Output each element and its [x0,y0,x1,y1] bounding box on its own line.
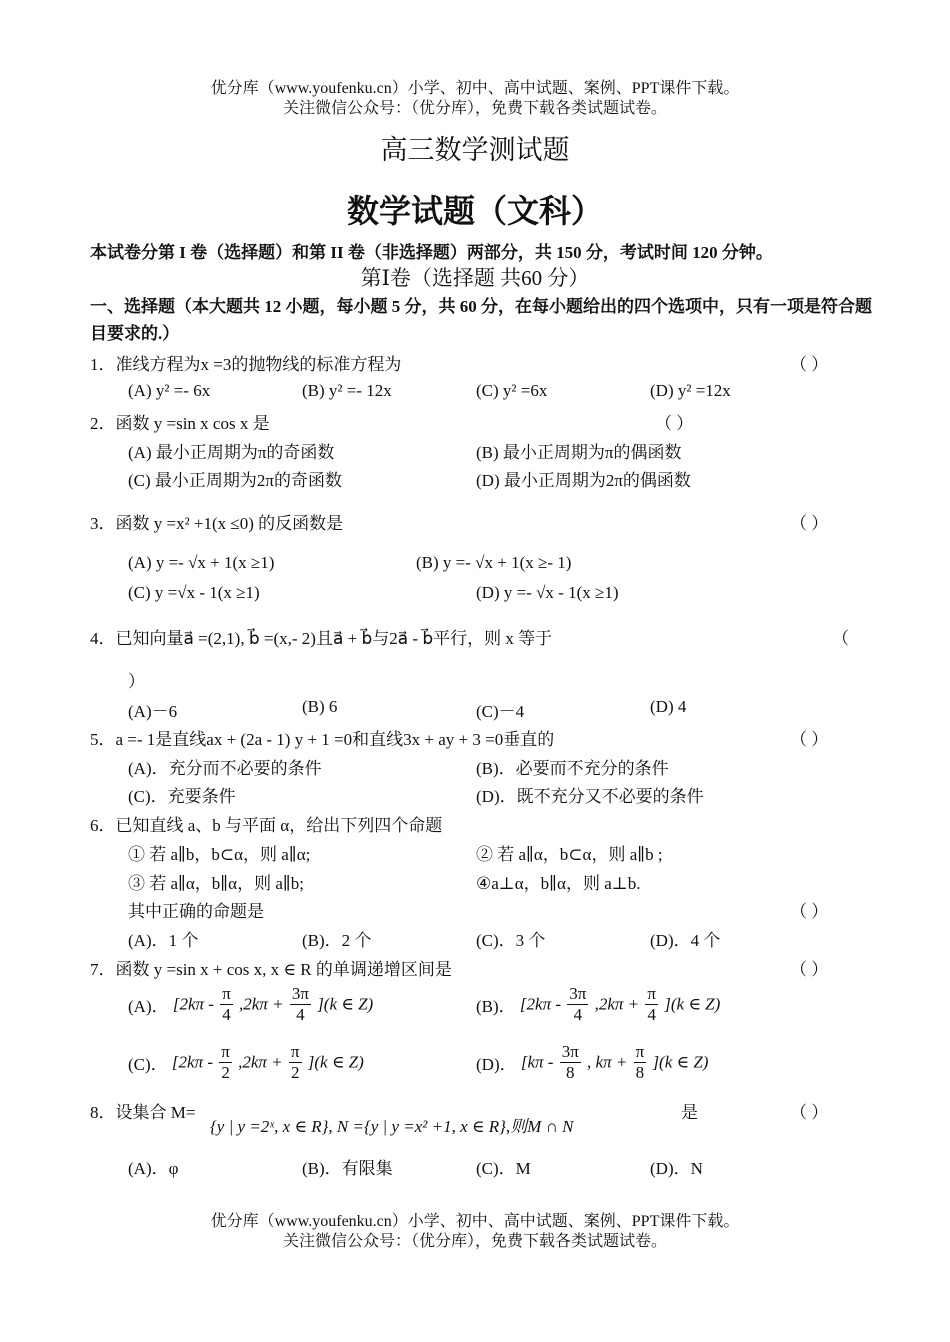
q7-answer-paren: （ ） [790,960,829,979]
q1-option-b: (B) y² =- 12x [302,381,392,400]
q7-option-c-mid: ,2kπ + [238,1052,283,1072]
q4-option-a: (A)－6 [128,702,178,721]
q8-text: 设集合 M= [115,1103,196,1122]
q6-number: 6． [90,816,116,835]
q7-option-a-mid: ,2kπ + [239,994,284,1014]
q2-option-b: (B) 最小正周期为π的偶函数 [476,443,682,462]
q7-option-b-post: ](k ∈ Z) [664,994,721,1014]
frac-denominator: 8 [635,1063,645,1082]
q2-option-a: (A) 最小正周期为π的奇函数 [128,443,335,462]
page-title: 高三数学测试题 [380,135,570,165]
q1-stem [90,350,401,375]
q3-option-d: (D) y =- √x - 1(x ≥1) [476,583,619,602]
frac-numerator: π [635,1042,645,1061]
frac-numerator: π [290,1042,300,1061]
q6-tail: 其中正确的命题是 [128,902,264,921]
q6-answer-paren: （ ） [790,902,829,921]
q3-option-b: (B) y =- √x + 1(x ≥- 1) [416,553,572,572]
frac-numerator: 3π [291,984,309,1003]
q7-option-a-frac2 [290,984,311,1025]
q7-stem [90,955,452,980]
q8-tail: 是 [681,1103,698,1122]
q5-stem [90,725,554,750]
q8-set-expression: {y | y =2ˣ, x ∈ R}, N ={y | y =x² +1, x ∈ R},则M ∩ N [210,1117,574,1136]
q7-option-b-label: (B)． [476,997,516,1016]
q4-stem [90,624,552,649]
frac-numerator: π [647,984,656,1003]
q2-option-c: (C) 最小正周期为2π的奇函数 [128,471,342,490]
section1-text: 一、选择题（本大题共 12 小题，每小题 5 分，共 60 分，在每小题给出的四个选项中，只有一项是符合题目要求的.） [90,297,872,343]
q4-text: 已知向量a⃗ =(2,1), b⃗ =(x,- 2)且a⃗ + b⃗与2a⃗ - b⃗平行，则 x 等于 [115,629,553,648]
q7-option-b-pre: [2kπ - [519,994,562,1014]
q8-number: 8． [90,1103,116,1122]
q7-option-d-frac2 [634,1042,647,1083]
q6-option-c: (C)．3 个 [476,931,546,950]
q8-option-a: (A)．φ [128,1159,179,1178]
q5-option-d: (D)．既不充分又不必要的条件 [476,787,704,806]
q4-number: 4． [90,629,116,648]
frac-denominator: 4 [647,1005,656,1024]
q8-option-c: (C)．M [476,1159,531,1178]
q7-option-d-mid: , kπ + [587,1052,628,1072]
frac-denominator: 8 [566,1063,575,1082]
q7-option-b-mid: ,2kπ + [594,994,640,1014]
q1-answer-paren: （ ） [790,355,829,374]
q4-paren-open: （ [832,629,849,648]
frac-denominator: 4 [296,1005,305,1024]
q8-option-b: (B)．有限集 [302,1159,393,1178]
q7-option-c-frac1 [219,1042,232,1083]
q3-option-c: (C) y =√x - 1(x ≥1) [128,583,260,602]
q7-option-d-post: ](k ∈ Z) [652,1052,709,1072]
q6-proposition-4: ④a⊥α，b∥α，则 a⊥b. [476,874,641,893]
q2-option-d: (D) 最小正周期为2π的偶函数 [476,471,691,490]
q6-text: 已知直线 a、b 与平面 α，给出下列四个命题 [115,816,443,835]
q7-option-d-frac1 [560,1042,581,1083]
q3-answer-paren: （ ） [790,514,829,533]
q1-option-c: (C) y² =6x [476,381,548,400]
q3-text: 函数 y =x² +1(x ≤0) 的反函数是 [115,514,344,533]
q6-proposition-1: ① 若 a∥b，b⊂α，则 a∥α; [128,845,311,864]
q7-option-a-pre: [2kπ - [172,994,214,1014]
q7-option-c-pre: [2kπ - [171,1052,214,1072]
q4-option-d: (D) 4 [650,697,687,716]
q5-option-c: (C)．充要条件 [128,787,236,806]
frac-denominator: 4 [573,1005,583,1024]
q1-option-d: (D) y² =12x [650,381,731,400]
frac-numerator: π [221,1042,230,1061]
q7-option-a-post: ](k ∈ Z) [317,994,374,1014]
q4-paren-close: ） [128,672,145,691]
q5-option-a: (A)．充分而不必要的条件 [128,759,322,778]
q6-proposition-2: ② 若 a∥α，b⊂α，则 a∥b ; [476,845,663,864]
q7-option-a-label: (A)． [128,997,169,1016]
frac-numerator: 3π [569,984,587,1003]
q2-text: 函数 y =sin x cos x 是 [115,414,270,433]
q7-option-d-pre: [kπ - [520,1052,554,1072]
q6-option-d: (D)．4 个 [650,931,721,950]
q6-option-b: (B)．2 个 [302,931,372,950]
q7-option-a [128,984,373,1025]
q1-number: 1． [90,355,116,374]
q3-stem [90,509,343,534]
q7-option-b [476,984,720,1025]
site-header-line2: 关注微信公众号：（优分库），免费下载各类试题试卷。 [282,100,667,117]
q3-number: 3． [90,514,116,533]
site-footer-line1: 优分库（www.youfenku.cn）小学、初中、高中试题、案例、PPT课件下载。 [210,1213,740,1230]
q7-option-d-label: (D)． [476,1055,517,1074]
q6-proposition-3: ③ 若 a∥α，b∥α，则 a∥b; [128,874,304,893]
q4-option-b: (B) 6 [302,697,338,716]
q7-text: 函数 y =sin x + cos x, x ∈ R 的单调递增区间是 [115,960,452,979]
q6-stem [90,811,442,836]
frac-denominator: 4 [222,1005,231,1024]
q7-option-c-post: ](k ∈ Z) [307,1052,364,1072]
q7-option-d [476,1042,708,1083]
q4-option-c: (C)－4 [476,702,525,721]
q2-answer-paren: （ ） [655,414,694,433]
q8-option-d: (D)．N [650,1159,703,1178]
q8-stem [90,1098,195,1123]
frac-numerator: 3π [561,1042,579,1061]
q1-option-a: (A) y² =- 6x [128,381,211,400]
q2-number: 2． [90,414,116,433]
q7-number: 7． [90,960,116,979]
exam-subtitle: 数学试题（文科） [346,193,603,229]
part1-title: 第Ⅰ卷（选择题 共60 分） [360,266,590,290]
q7-option-b-frac1 [567,984,588,1025]
q5-text: a =- 1是直线ax + (2a - 1) y + 1 =0和直线3x + ay + 3 =0垂直的 [115,730,555,749]
frac-numerator: π [222,984,231,1003]
q7-option-c-frac2 [289,1042,302,1083]
site-footer-line2: 关注微信公众号：（优分库），免费下载各类试题试卷。 [282,1233,667,1250]
q5-answer-paren: （ ） [790,730,829,749]
q7-option-b-frac2 [645,984,658,1025]
frac-denominator: 2 [290,1063,300,1082]
q7-option-c-label: (C)． [128,1055,168,1074]
q7-option-a-frac1 [220,984,233,1025]
q6-option-a: (A)．1 个 [128,931,199,950]
q7-option-c [128,1042,364,1083]
q5-number: 5． [90,730,116,749]
q2-stem [90,409,270,434]
site-header-line1: 优分库（www.youfenku.cn）小学、初中、高中试题、案例、PPT课件下载。 [210,80,740,97]
q3-option-a: (A) y =- √x + 1(x ≥1) [128,553,275,572]
frac-denominator: 2 [221,1063,230,1082]
q8-answer-paren: （ ） [790,1103,829,1122]
q1-text: 准线方程为x =3的抛物线的标准方程为 [115,355,402,374]
section1-instructions [90,293,880,347]
exam-intro: 本试卷分第 I 卷（选择题）和第 II 卷（非选择题）两部分，共 150 分，考试时间 120 分钟。 [90,243,773,262]
q5-option-b: (B)．必要而不充分的条件 [476,759,669,778]
